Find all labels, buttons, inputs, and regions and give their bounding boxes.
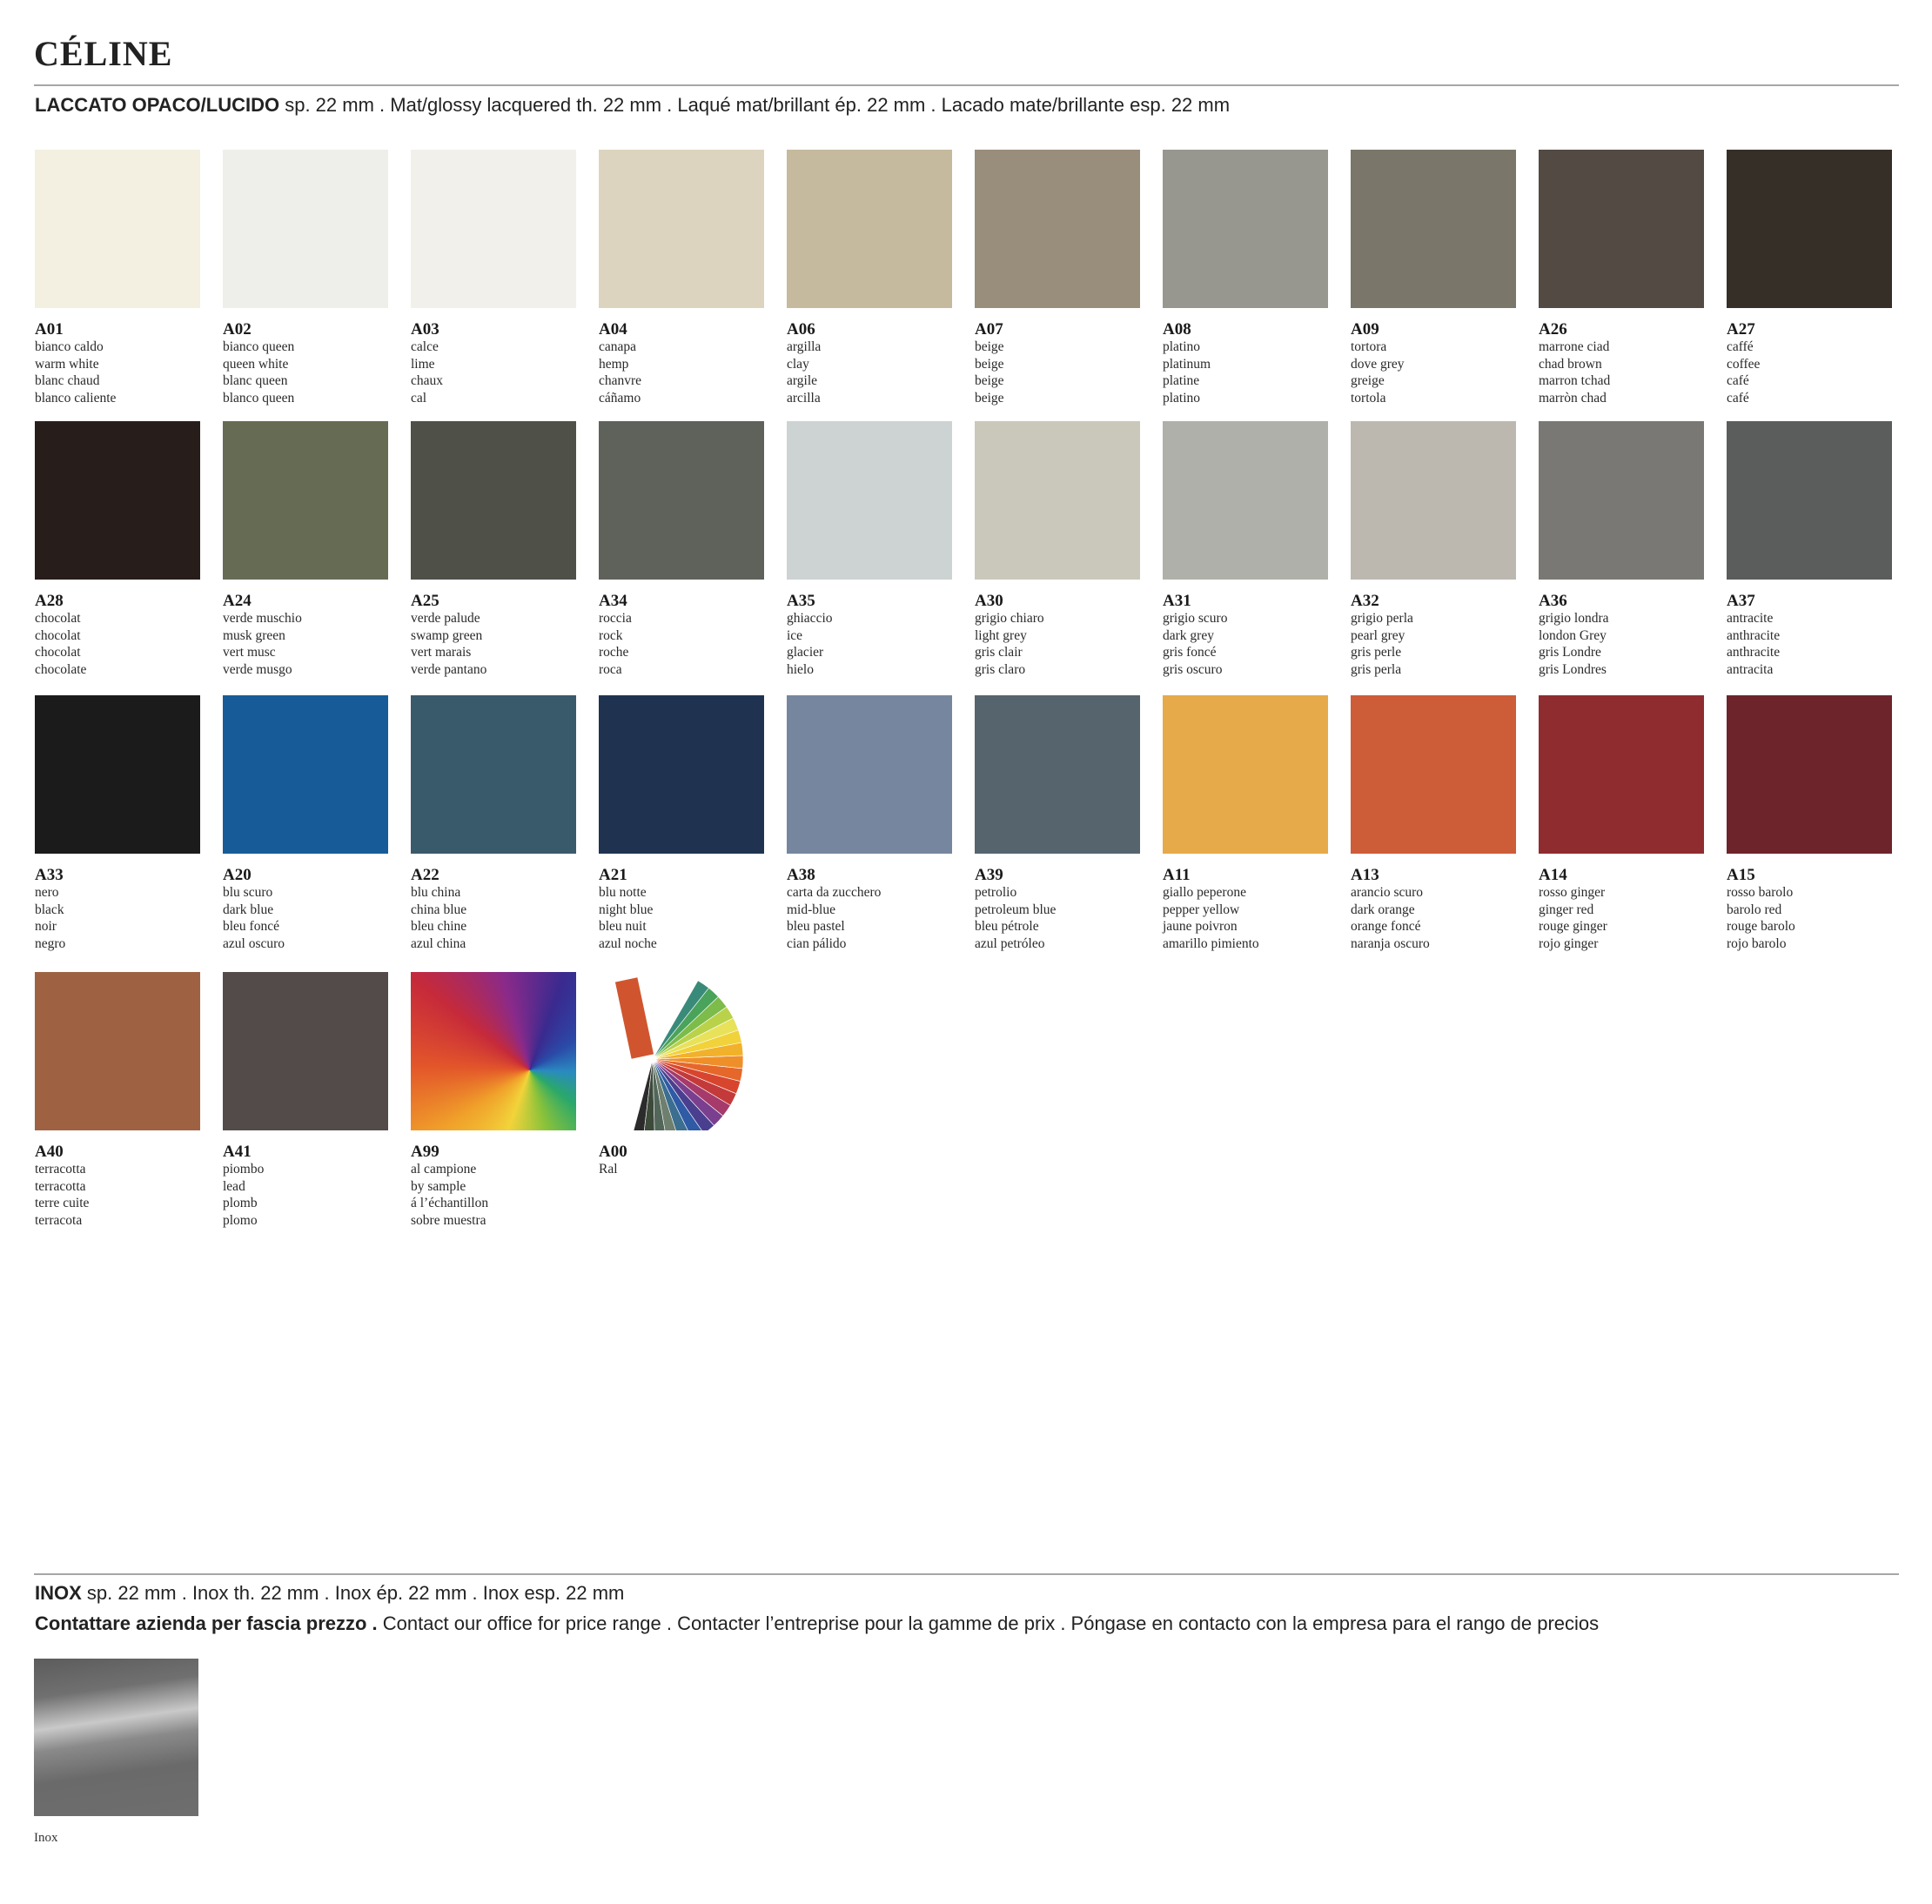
swatch-name: antracita	[1727, 661, 1774, 677]
swatch-name: rock	[599, 627, 623, 643]
swatch-a40	[35, 972, 200, 1229]
swatch-name: dark blue	[223, 902, 274, 917]
swatch-name: ginger red	[1539, 902, 1594, 917]
swatch-a20	[223, 695, 388, 952]
swatch-a27	[1727, 150, 1892, 406]
inox-subtitle	[35, 1582, 624, 1605]
swatch-name: beige	[975, 390, 1004, 406]
swatch-code: A40	[35, 1143, 64, 1161]
swatch-name: verde pantano	[411, 661, 487, 677]
swatch-name: platino	[1163, 390, 1201, 406]
swatch-code: A04	[599, 320, 627, 339]
swatch-name: night blue	[599, 902, 654, 917]
swatch-a21	[599, 695, 764, 952]
swatch-code: A25	[411, 592, 439, 610]
swatch-code: A14	[1539, 866, 1567, 884]
swatch-name: chanvre	[599, 373, 642, 388]
swatch-names	[411, 1161, 576, 1229]
swatch-name: warm white	[35, 356, 99, 372]
swatch-name: arcilla	[787, 390, 821, 406]
swatch-color	[787, 695, 952, 854]
swatch-names	[1351, 610, 1516, 678]
inox-subtitle-bold: INOX	[35, 1582, 82, 1604]
swatch-names	[35, 884, 200, 952]
swatch-name: petroleum blue	[975, 902, 1057, 917]
swatch-name: chaux	[411, 373, 444, 388]
swatch-a09	[1351, 150, 1516, 406]
ral-fan-icon	[599, 972, 764, 1130]
swatch-name: bleu pastel	[787, 919, 845, 934]
swatch-a15	[1727, 695, 1892, 952]
swatch-name: blanc chaud	[35, 373, 100, 388]
swatch-name: rosso barolo	[1727, 885, 1794, 900]
swatch-code: A36	[1539, 592, 1567, 610]
swatch-a07	[975, 150, 1140, 406]
swatch-name: blanco queen	[223, 390, 295, 406]
swatch-name: black	[35, 902, 64, 917]
swatch-code: A06	[787, 320, 815, 339]
swatch-name: terracotta	[35, 1162, 86, 1177]
swatch-name: bleu chine	[411, 919, 467, 934]
swatch-a08	[1163, 150, 1328, 406]
swatch-color	[787, 150, 952, 308]
swatch-name: giallo peperone	[1163, 885, 1246, 900]
swatch-name: Ral	[599, 1162, 618, 1177]
swatch-a04	[599, 150, 764, 406]
swatch-name: terre cuite	[35, 1196, 90, 1210]
swatch-name: rouge ginger	[1539, 919, 1607, 934]
swatch-name: negro	[35, 935, 66, 951]
swatch-name: cal	[411, 390, 427, 406]
swatch-code: A27	[1727, 320, 1755, 339]
swatch-a24	[223, 421, 388, 678]
swatch-a11	[1163, 695, 1328, 952]
swatch-code: A33	[35, 866, 64, 884]
swatch-name: marrone ciad	[1539, 339, 1610, 354]
swatch-code: A28	[35, 592, 64, 610]
swatch-a13	[1351, 695, 1516, 952]
swatch-name: petrolio	[975, 885, 1017, 900]
swatch-a32	[1351, 421, 1516, 678]
swatch-names	[599, 884, 764, 952]
swatch-name: hemp	[599, 356, 629, 372]
swatch-names	[1163, 610, 1328, 678]
swatch-code: A32	[1351, 592, 1379, 610]
swatch-name: calce	[411, 339, 439, 354]
inox-divider	[34, 1573, 1899, 1575]
swatch-name: platine	[1163, 373, 1200, 388]
swatch-name: anthracite	[1727, 627, 1781, 643]
swatch-name: chocolat	[35, 645, 81, 660]
swatch-name: noir	[35, 919, 57, 934]
swatch-a35	[787, 421, 952, 678]
swatch-name: china blue	[411, 902, 467, 917]
swatch-code: A41	[223, 1143, 252, 1161]
swatch-a03	[411, 150, 576, 406]
inox-swatch	[34, 1659, 198, 1816]
swatch-name: naranja oscuro	[1351, 935, 1430, 951]
swatch-names	[975, 339, 1140, 406]
swatch-color	[1539, 695, 1704, 854]
swatch-code: A39	[975, 866, 1003, 884]
swatch-names	[223, 610, 388, 678]
swatch-name: roche	[599, 645, 629, 660]
swatch-code: A11	[1163, 866, 1191, 884]
swatch-name: gris Londre	[1539, 645, 1601, 660]
swatch-name: chocolat	[35, 611, 81, 626]
swatch-color	[599, 150, 764, 308]
swatch-name: grigio londra	[1539, 611, 1609, 626]
swatch-name: marròn chad	[1539, 390, 1607, 406]
contact-line-rest: Contact our office for price range . Contacter l’entreprise pour la gamme de prix . Póngase en contacto con la empresa para el rango de precios	[377, 1612, 1600, 1634]
swatch-a26	[1539, 150, 1704, 406]
swatch-name: pearl grey	[1351, 627, 1405, 643]
swatch-name: gris Londres	[1539, 661, 1607, 677]
swatch-a31	[1163, 421, 1328, 678]
swatch-code: A35	[787, 592, 815, 610]
lacquer-subtitle-rest: sp. 22 mm . Mat/glossy lacquered th. 22 mm . Laqué mat/brillant ép. 22 mm . Lacado mate/brillante esp. 22 mm	[279, 94, 1231, 116]
swatch-name: bleu nuit	[599, 919, 647, 934]
swatch-names	[787, 610, 952, 678]
swatch-color	[35, 972, 200, 1130]
swatch-name: lime	[411, 356, 435, 372]
swatch-code: A13	[1351, 866, 1379, 884]
inox-swatch-label: Inox	[34, 1831, 58, 1845]
swatch-name: roccia	[599, 611, 632, 626]
swatch-name: platinum	[1163, 356, 1211, 372]
swatch-name: plomo	[223, 1212, 258, 1228]
swatch-name: greige	[1351, 373, 1385, 388]
swatch-color	[1539, 150, 1704, 308]
swatch-name: bianco caldo	[35, 339, 104, 354]
swatch-code: A09	[1351, 320, 1379, 339]
swatch-name: bleu pétrole	[975, 919, 1039, 934]
swatch-code: A22	[411, 866, 439, 884]
swatch-a02	[223, 150, 388, 406]
swatch-name: ghiaccio	[787, 611, 833, 626]
swatch-name: cian pálido	[787, 935, 847, 951]
swatch-a33	[35, 695, 200, 952]
swatch-color	[223, 972, 388, 1130]
contact-line-bold: Contattare azienda per fascia prezzo .	[35, 1612, 378, 1634]
swatch-name: canapa	[599, 339, 637, 354]
swatch-name: sobre muestra	[411, 1212, 486, 1228]
swatch-color	[975, 421, 1140, 580]
swatch-name: rosso ginger	[1539, 885, 1606, 900]
swatch-a01	[35, 150, 200, 406]
swatch-name: jaune poivron	[1163, 919, 1238, 934]
swatch-code: A08	[1163, 320, 1191, 339]
lacquer-subtitle	[35, 94, 1230, 117]
contact-line	[35, 1612, 1599, 1635]
swatch-names	[411, 610, 576, 678]
swatch-name: mid-blue	[787, 902, 835, 917]
swatch-names	[411, 339, 576, 406]
swatch-name: tortola	[1351, 390, 1386, 406]
swatch-name: cáñamo	[599, 390, 641, 406]
swatch-name: café	[1727, 373, 1749, 388]
swatch-names	[35, 1161, 200, 1229]
swatch-name: platino	[1163, 339, 1201, 354]
swatch-color	[411, 695, 576, 854]
swatch-names	[1351, 339, 1516, 406]
swatch-code: A26	[1539, 320, 1567, 339]
swatch-name: musk green	[223, 627, 285, 643]
swatch-color	[411, 150, 576, 308]
swatch-name: gris perla	[1351, 661, 1402, 677]
swatch-color	[1163, 695, 1328, 854]
swatch-names	[223, 1161, 388, 1229]
swatch-code: A00	[599, 1143, 627, 1161]
swatch-name: grigio scuro	[1163, 611, 1228, 626]
swatch-name: bianco queen	[223, 339, 295, 354]
swatch-code: A34	[599, 592, 627, 610]
swatch-name: azul noche	[599, 935, 657, 951]
swatch-color	[223, 421, 388, 580]
swatch-name: blu china	[411, 885, 461, 900]
swatch-code: A21	[599, 866, 627, 884]
swatch-a38	[787, 695, 952, 952]
swatch-a39	[975, 695, 1140, 952]
swatch-name: tortora	[1351, 339, 1387, 354]
swatch-name: chocolat	[35, 627, 81, 643]
swatch-name: piombo	[223, 1162, 265, 1177]
swatch-color	[411, 972, 576, 1130]
swatch-a06	[787, 150, 952, 406]
swatch-name: pepper yellow	[1163, 902, 1240, 917]
swatch-color	[35, 421, 200, 580]
swatch-names	[411, 884, 576, 952]
swatch-color	[599, 972, 764, 1130]
swatch-color	[1539, 421, 1704, 580]
swatch-name: gris perle	[1351, 645, 1402, 660]
swatch-name: coffee	[1727, 356, 1761, 372]
swatch-name: al campione	[411, 1162, 477, 1177]
swatch-names	[787, 884, 952, 952]
swatch-name: bleu foncé	[223, 919, 279, 934]
swatch-names	[787, 339, 952, 406]
swatch-a14	[1539, 695, 1704, 952]
swatch-color	[35, 150, 200, 308]
swatch-name: blanco caliente	[35, 390, 117, 406]
swatch-name: rojo barolo	[1727, 935, 1787, 951]
swatch-name: gris oscuro	[1163, 661, 1223, 677]
swatch-name: verde palude	[411, 611, 480, 626]
swatch-name: london Grey	[1539, 627, 1607, 643]
swatch-name: antracite	[1727, 611, 1774, 626]
swatch-names	[35, 339, 200, 406]
swatch-name: beige	[975, 356, 1004, 372]
swatch-name: gris foncé	[1163, 645, 1217, 660]
swatch-names	[1539, 610, 1704, 678]
swatch-name: á l’échantillon	[411, 1196, 489, 1210]
swatch-name: carta da zucchero	[787, 885, 882, 900]
swatch-color	[1351, 695, 1516, 854]
swatch-names	[599, 1161, 764, 1178]
swatch-color	[1163, 421, 1328, 580]
swatch-color	[223, 695, 388, 854]
swatch-names	[975, 610, 1140, 678]
top-divider	[34, 84, 1899, 86]
swatch-name: chocolate	[35, 661, 87, 677]
swatch-name: gris claro	[975, 661, 1026, 677]
swatch-name: grigio perla	[1351, 611, 1413, 626]
swatch-name: marron tchad	[1539, 373, 1611, 388]
swatch-code: A01	[35, 320, 64, 339]
swatch-a25	[411, 421, 576, 678]
swatch-name: azul petróleo	[975, 935, 1045, 951]
swatch-name: clay	[787, 356, 809, 372]
swatch-color	[975, 150, 1140, 308]
swatch-a36	[1539, 421, 1704, 678]
swatch-names	[975, 884, 1140, 952]
swatch-color	[787, 421, 952, 580]
swatch-name: nero	[35, 885, 59, 900]
swatch-names	[223, 884, 388, 952]
swatch-name: blu scuro	[223, 885, 273, 900]
swatch-name: arancio scuro	[1351, 885, 1424, 900]
swatch-code: A31	[1163, 592, 1191, 610]
swatch-name: rouge barolo	[1727, 919, 1795, 934]
swatch-code: A15	[1727, 866, 1755, 884]
swatch-name: grigio chiaro	[975, 611, 1044, 626]
swatch-names	[599, 339, 764, 406]
swatch-color	[1351, 150, 1516, 308]
swatch-name: beige	[975, 339, 1004, 354]
swatch-name: blanc queen	[223, 373, 288, 388]
swatch-code: A03	[411, 320, 439, 339]
swatch-name: azul oscuro	[223, 935, 285, 951]
swatch-names	[1539, 339, 1704, 406]
swatch-names	[223, 339, 388, 406]
swatch-names	[1163, 339, 1328, 406]
swatch-names	[1539, 884, 1704, 952]
swatch-a34	[599, 421, 764, 678]
swatch-name: argilla	[787, 339, 822, 354]
swatch-name: glacier	[787, 645, 824, 660]
swatch-color	[1727, 150, 1892, 308]
swatch-name: verde muschio	[223, 611, 302, 626]
swatch-name: swamp green	[411, 627, 483, 643]
swatch-color	[1727, 421, 1892, 580]
swatch-name: plomb	[223, 1196, 258, 1210]
swatch-a30	[975, 421, 1140, 678]
swatch-name: blu notte	[599, 885, 647, 900]
swatch-names	[1727, 884, 1892, 952]
lacquer-subtitle-bold: LACCATO OPACO/LUCIDO	[35, 94, 280, 116]
swatch-code: A30	[975, 592, 1003, 610]
swatch-name: vert musc	[223, 645, 276, 660]
swatch-code: A02	[223, 320, 252, 339]
inox-subtitle-rest: sp. 22 mm . Inox th. 22 mm . Inox ép. 22 mm . Inox esp. 22 mm	[81, 1582, 625, 1604]
swatch-name: light grey	[975, 627, 1027, 643]
swatch-names	[1727, 610, 1892, 678]
swatch-a99	[411, 972, 576, 1229]
swatch-name: caffé	[1727, 339, 1754, 354]
swatch-name: hielo	[787, 661, 814, 677]
swatch-code: A37	[1727, 592, 1755, 610]
swatch-name: ice	[787, 627, 803, 643]
swatch-color	[411, 421, 576, 580]
swatch-a41	[223, 972, 388, 1229]
swatch-name: verde musgo	[223, 661, 292, 677]
swatch-color	[1351, 421, 1516, 580]
swatch-name: queen white	[223, 356, 289, 372]
swatch-name: café	[1727, 390, 1749, 406]
swatch-color	[599, 421, 764, 580]
swatch-a37	[1727, 421, 1892, 678]
swatch-name: orange foncé	[1351, 919, 1421, 934]
swatch-color	[35, 695, 200, 854]
swatch-name: roca	[599, 661, 622, 677]
swatch-name: vert marais	[411, 645, 472, 660]
swatch-name: by sample	[411, 1178, 466, 1194]
swatch-a00	[599, 972, 764, 1178]
swatch-color	[1163, 150, 1328, 308]
swatch-name: terracota	[35, 1212, 83, 1228]
swatch-name: terracotta	[35, 1178, 86, 1194]
swatch-code: A24	[223, 592, 252, 610]
swatch-a22	[411, 695, 576, 952]
swatch-color	[1727, 695, 1892, 854]
swatch-code: A38	[787, 866, 815, 884]
swatch-names	[599, 610, 764, 678]
swatch-name: dove grey	[1351, 356, 1405, 372]
swatch-name: rojo ginger	[1539, 935, 1599, 951]
swatch-names	[1163, 884, 1328, 952]
swatch-names	[1727, 339, 1892, 406]
swatch-name: barolo red	[1727, 902, 1782, 917]
swatch-name: dark grey	[1163, 627, 1214, 643]
swatch-name: azul china	[411, 935, 466, 951]
swatch-names	[1351, 884, 1516, 952]
swatch-code: A07	[975, 320, 1003, 339]
swatch-name: anthracite	[1727, 645, 1781, 660]
swatch-names	[35, 610, 200, 678]
swatch-code: A20	[223, 866, 252, 884]
swatch-color	[599, 695, 764, 854]
swatch-name: amarillo pimiento	[1163, 935, 1259, 951]
swatch-code: A99	[411, 1143, 439, 1161]
swatch-name: lead	[223, 1178, 245, 1194]
swatch-name: dark orange	[1351, 902, 1415, 917]
swatch-a28	[35, 421, 200, 678]
swatch-name: chad brown	[1539, 356, 1602, 372]
swatch-color	[975, 695, 1140, 854]
swatch-name: argile	[787, 373, 818, 388]
page-title: CÉLINE	[34, 34, 173, 73]
swatch-name: gris clair	[975, 645, 1023, 660]
swatch-color	[223, 150, 388, 308]
swatch-name: beige	[975, 373, 1004, 388]
